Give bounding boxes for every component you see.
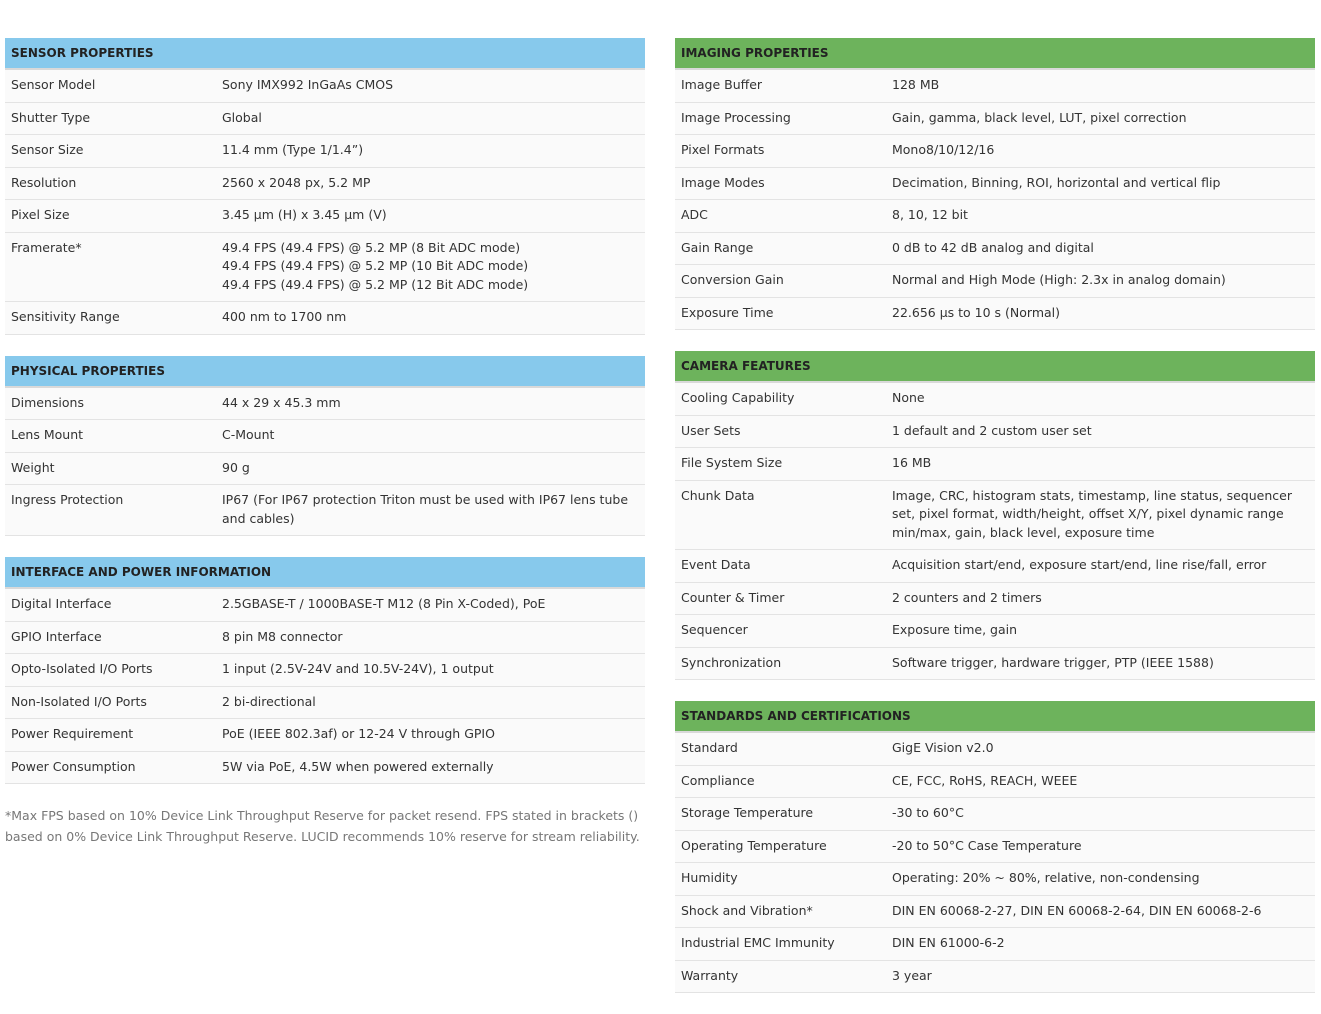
spec-value-line: 1 input (2.5V-24V and 10.5V-24V), 1 output: [222, 661, 494, 676]
spec-label: Image Modes: [681, 174, 765, 190]
spec-row: [5, 485, 645, 536]
spec-label: Image Processing: [681, 109, 791, 125]
spec-label: Ingress Protection: [11, 492, 124, 507]
spec-value-line: 5W via PoE, 4.5W when powered externally: [222, 758, 494, 774]
spec-row: [675, 928, 1315, 961]
spec-value: [892, 239, 1315, 258]
spec-value-line: 8 pin M8 connector: [222, 628, 343, 644]
footnote: *Max FPS based on 10% Device Link Throughput Reserve for packet resend. FPS stated in brackets () based on 0% Device Link Throughput Reserve. LUCID recommends 10% reserve for stream reliability.: [5, 808, 640, 844]
spec-row: [675, 70, 1315, 103]
spec-label: Opto-Isolated I/O Ports: [11, 661, 153, 676]
spec-label: Compliance: [681, 772, 755, 788]
spec-value-line: C-Mount: [222, 427, 275, 442]
spec-row: [5, 70, 645, 103]
spec-label: Exposure Time: [681, 304, 774, 320]
spec-value: [892, 76, 1315, 95]
spec-row: [675, 766, 1315, 799]
spec-row: [675, 615, 1315, 648]
spec-row: [675, 863, 1315, 896]
sensor-properties-section: [5, 38, 645, 335]
spec-label: Image Buffer: [681, 77, 763, 92]
spec-value: [892, 174, 1315, 193]
spec-value: [892, 967, 1315, 986]
spec-value: [892, 454, 1315, 473]
spec-label: Pixel Formats: [681, 142, 765, 157]
spec-value: [222, 76, 645, 95]
spec-label: Industrial EMC Immunity: [681, 935, 835, 950]
spec-label: Resolution: [11, 174, 77, 190]
spec-label: Event Data: [681, 557, 751, 572]
spec-value-line: Operating: 20% ~ 80%, relative, non-condensing: [892, 870, 1200, 885]
spec-value: [222, 239, 645, 295]
spec-value: [892, 837, 1315, 856]
section-header: STANDARDS AND CERTIFICATIONS: [675, 701, 1315, 733]
spec-label: Operating Temperature: [681, 837, 827, 853]
spec-value: [222, 109, 645, 128]
interface-and-power-information-section: [5, 557, 645, 784]
spec-label: Conversion Gain: [681, 272, 784, 287]
spec-row: [5, 752, 645, 785]
spec-row: [675, 583, 1315, 616]
spec-value-line: Gain, gamma, black level, LUT, pixel correction: [892, 109, 1187, 125]
spec-row: [5, 687, 645, 720]
spec-value: [222, 426, 645, 445]
spec-row: [5, 388, 645, 421]
spec-row: [675, 383, 1315, 416]
spec-value: [892, 654, 1315, 673]
spec-value: [222, 394, 645, 413]
spec-value: [222, 628, 645, 647]
spec-value-line: -30 to 60°C: [892, 805, 964, 820]
spec-value: [892, 304, 1315, 323]
spec-row: [675, 448, 1315, 481]
spec-value: [222, 206, 645, 225]
spec-value: [892, 556, 1315, 575]
spec-value: [892, 772, 1315, 791]
spec-row: [675, 733, 1315, 766]
spec-label: Gain Range: [681, 239, 754, 255]
spec-value-line: 22.656 μs to 10 s (Normal): [892, 304, 1061, 320]
spec-value-line: Acquisition start/end, exposure start/end, line rise/fall, error: [892, 557, 1267, 572]
standards-and-certifications-section: [675, 701, 1315, 993]
spec-value: [892, 804, 1315, 823]
spec-label: Non-Isolated I/O Ports: [11, 693, 147, 709]
spec-value: [892, 869, 1315, 888]
camera-features-section: [675, 351, 1315, 680]
section-header: PHYSICAL PROPERTIES: [5, 356, 645, 388]
spec-label: Power Requirement: [11, 726, 134, 741]
spec-value: [222, 758, 645, 777]
spec-value-line: 400 nm to 1700 nm: [222, 309, 347, 324]
spec-row: [5, 200, 645, 233]
section-header: CAMERA FEATURES: [675, 351, 1315, 383]
spec-value: [222, 174, 645, 193]
spec-row: [5, 103, 645, 136]
spec-label: Counter & Timer: [681, 589, 785, 605]
spec-label: GPIO Interface: [11, 628, 102, 644]
spec-label: Framerate*: [11, 239, 82, 255]
spec-label: Standard: [681, 740, 738, 755]
spec-row: [5, 654, 645, 687]
spec-value-line: IP67 (For IP67 protection Triton must be used with IP67 lens tube and cables): [222, 492, 629, 526]
spec-value-line: Mono8/10/12/16: [892, 142, 995, 157]
spec-label: Lens Mount: [11, 427, 84, 442]
left-column: [5, 38, 645, 847]
spec-value-line: 128 MB: [892, 77, 940, 92]
imaging-properties-section: [675, 38, 1315, 330]
spec-row: [5, 135, 645, 168]
spec-value-line: DIN EN 61000-6-2: [892, 935, 1005, 950]
spec-value-line: 2560 x 2048 px, 5.2 MP: [222, 174, 371, 190]
spec-value: [892, 271, 1315, 290]
spec-value: [892, 422, 1315, 441]
spec-value-line: 2.5GBASE-T / 1000BASE-T M12 (8 Pin X-Coded), PoE: [222, 596, 546, 611]
spec-label: Humidity: [681, 870, 738, 885]
spec-value-line: -20 to 50°C Case Temperature: [892, 837, 1082, 853]
spec-row: [5, 168, 645, 201]
spec-value-line: CE, FCC, RoHS, REACH, WEEE: [892, 772, 1078, 788]
right-column: [675, 38, 1315, 1014]
spec-row: [675, 265, 1315, 298]
spec-value-line: 0 dB to 42 dB analog and digital: [892, 239, 1094, 255]
spec-value-line: None: [892, 390, 925, 405]
spec-label: Shock and Vibration*: [681, 902, 813, 918]
spec-value: [892, 141, 1315, 160]
spec-row: [675, 135, 1315, 168]
spec-value: [892, 487, 1315, 543]
spec-row: [675, 798, 1315, 831]
spec-label: ADC: [681, 207, 708, 222]
spec-value-line: 16 MB: [892, 455, 932, 470]
spec-value-line: 2 bi-directional: [222, 693, 316, 709]
spec-label: Power Consumption: [11, 758, 136, 774]
spec-value: [892, 589, 1315, 608]
spec-value: [222, 459, 645, 478]
spec-row: [5, 719, 645, 752]
spec-label: Sensor Model: [11, 77, 96, 92]
spec-value-line: PoE (IEEE 802.3af) or 12-24 V through GPIO: [222, 726, 495, 741]
spec-value-line: Software trigger, hardware trigger, PTP (IEEE 1588): [892, 654, 1214, 670]
spec-row: [5, 420, 645, 453]
spec-row: [5, 233, 645, 303]
spec-value-line: Image, CRC, histogram stats, timestamp, line status, sequencer set, pixel format, width/height, offset X/Y, pixel dynamic range min/max, gain, black level, exposure time: [892, 487, 1292, 540]
spec-value-line: Sony IMX992 InGaAs CMOS: [222, 77, 394, 92]
spec-value: [892, 109, 1315, 128]
spec-value-line: 49.4 FPS (49.4 FPS) @ 5.2 MP (8 Bit ADC mode): [222, 239, 521, 255]
spec-value: [892, 206, 1315, 225]
spec-row: [675, 103, 1315, 136]
spec-value: [222, 595, 645, 614]
section-header: SENSOR PROPERTIES: [5, 38, 645, 70]
spec-value-line: 49.4 FPS (49.4 FPS) @ 5.2 MP (10 Bit ADC mode): [222, 258, 529, 273]
spec-value: [892, 621, 1315, 640]
spec-row: [5, 302, 645, 335]
spec-row: [675, 200, 1315, 233]
spec-value-line: 8, 10, 12 bit: [892, 207, 968, 222]
spec-value-line: Normal and High Mode (High: 2.3x in analog domain): [892, 272, 1226, 287]
spec-value-line: Exposure time, gain: [892, 622, 1018, 637]
physical-properties-section: [5, 356, 645, 537]
spec-value: [222, 693, 645, 712]
spec-label: Weight: [11, 459, 55, 475]
spec-label: Chunk Data: [681, 487, 755, 503]
spec-label: User Sets: [681, 422, 741, 438]
spec-value: [892, 389, 1315, 408]
spec-label: Storage Temperature: [681, 805, 814, 820]
spec-row: [675, 298, 1315, 331]
spec-value-line: 1 default and 2 custom user set: [892, 422, 1092, 438]
spec-value: [222, 725, 645, 744]
spec-row: [675, 648, 1315, 681]
spec-row: [675, 233, 1315, 266]
spec-label: Sensitivity Range: [11, 309, 120, 324]
spec-row: [675, 550, 1315, 583]
spec-label: Warranty: [681, 967, 739, 983]
spec-value: [892, 934, 1315, 953]
spec-label: Digital Interface: [11, 596, 112, 611]
spec-value-line: Global: [222, 109, 262, 125]
spec-value-line: 3.45 μm (H) x 3.45 μm (V): [222, 207, 387, 222]
spec-row: [5, 589, 645, 622]
spec-value-line: 90 g: [222, 459, 250, 475]
spec-value-line: 2 counters and 2 timers: [892, 589, 1042, 605]
spec-value-line: Decimation, Binning, ROI, horizontal and vertical flip: [892, 174, 1221, 190]
spec-label: Sensor Size: [11, 142, 84, 157]
spec-value-line: 44 x 29 x 45.3 mm: [222, 394, 341, 410]
spec-row: [675, 481, 1315, 551]
spec-label: Sequencer: [681, 622, 748, 637]
spec-value: [892, 739, 1315, 758]
spec-value: [222, 308, 645, 327]
spec-value: [222, 491, 645, 528]
spec-value: [892, 902, 1315, 921]
spec-row: [675, 416, 1315, 449]
spec-row: [675, 961, 1315, 994]
section-header: IMAGING PROPERTIES: [675, 38, 1315, 70]
spec-value-line: 49.4 FPS (49.4 FPS) @ 5.2 MP (12 Bit ADC mode): [222, 276, 529, 292]
spec-value-line: 3 year: [892, 967, 932, 983]
spec-row: [675, 896, 1315, 929]
spec-label: Cooling Capability: [681, 390, 795, 405]
spec-value-line: 11.4 mm (Type 1/1.4”): [222, 142, 364, 157]
spec-label: Dimensions: [11, 394, 84, 410]
spec-value: [222, 141, 645, 160]
spec-value-line: DIN EN 60068-2-27, DIN EN 60068-2-64, DIN EN 60068-2-6: [892, 902, 1262, 918]
spec-row: [675, 831, 1315, 864]
spec-label: Shutter Type: [11, 109, 91, 125]
spec-label: Pixel Size: [11, 207, 70, 222]
spec-row: [5, 622, 645, 655]
spec-value-line: GigE Vision v2.0: [892, 740, 994, 755]
section-header: INTERFACE AND POWER INFORMATION: [5, 557, 645, 589]
spec-label: Synchronization: [681, 654, 782, 670]
spec-value: [222, 660, 645, 679]
spec-row: [5, 453, 645, 486]
spec-label: File System Size: [681, 455, 783, 470]
spec-row: [675, 168, 1315, 201]
